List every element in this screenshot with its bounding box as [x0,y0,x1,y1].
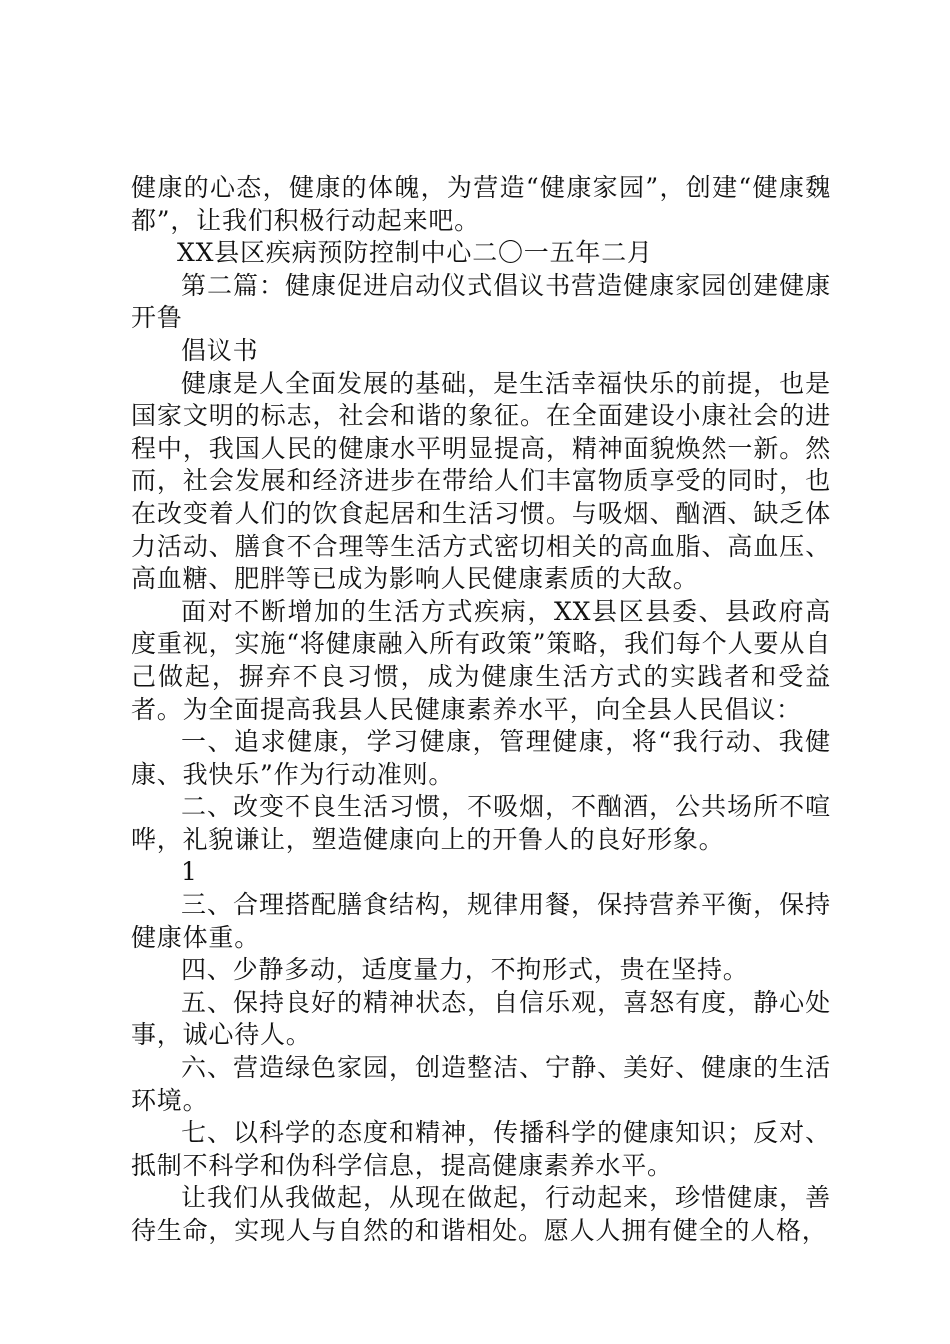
item-4: 四、少静多动，适度量力，不拘形式，贵在坚持。 [181,955,749,985]
item-5: 五、保持良好的精神状态，自信乐观，喜怒有度，静心处事，诚心待人。 [131,987,831,1050]
item-6: 六、营造绿色家园，创造整洁、宁静、美好、健康的生活环境。 [131,1053,831,1115]
paragraph-intro: 健康是人全面发展的基础，是生活幸福快乐的前提，也是国家文明的标志，社会和谐的象征。在全面建设小康社会的进程中，我国人民的健康水平明显提高，精神面貌焕然一新。然而，社会发展和经济进步在带给人们丰富物质享受的同时，也在改变着人们的饮食起居和生活习惯。与吸烟、酗酒、缺乏体力活动、膳食不合理等生活方式密切相关的高血脂、高血压、高血糖、肥胖等已成为影响人民健康素质的大敌。 [131,368,831,594]
item-1: 一、追求健康，学习健康，管理健康，将“我行动、我健康、我快乐”作为行动准则。 [131,727,831,789]
section-heading: 第二篇：健康促进启动仪式倡议书营造健康家园创建健康开鲁 [131,270,831,333]
item-7: 七、以科学的态度和精神，传播科学的健康知识；反对、抵制不科学和伪科学信息，提高健康素养水平。 [131,1118,831,1180]
paragraph-conclusion: 让我们从我做起，从现在做起，行动起来，珍惜健康，善待生命，实现人与自然的和谐相处。愿人人拥有健全的人格， [131,1183,831,1245]
proposal-title: 倡议书 [181,335,259,365]
item-2: 二、改变不良生活习惯，不吸烟，不酗酒，公共场所不喧哗，礼貌谦让，塑造健康向上的开鲁人的良好形象。 [131,792,831,854]
paragraph-context: 面对不断增加的生活方式疾病，XX县区县委、县政府高度重视，实施“将健康融入所有政策”策略，我们每个人要从自己做起，摒弃不良习惯，成为健康生活方式的实践者和受益者。为全面提高我县人民健康素养水平，向全县人民倡议： [131,596,831,724]
item-3: 三、合理搭配膳食结构，规律用餐，保持营养平衡，保持健康体重。 [131,890,831,952]
page-number: 1 [181,857,198,887]
document-body [131,172,831,1248]
paragraph-signature: XX县区疾病预防控制中心二〇一五年二月 [177,238,653,268]
paragraph-closing-line: 健康的心态，健康的体魄，为营造“健康家园”，创建“健康魏都”，让我们积极行动起来吧。 [131,173,831,235]
